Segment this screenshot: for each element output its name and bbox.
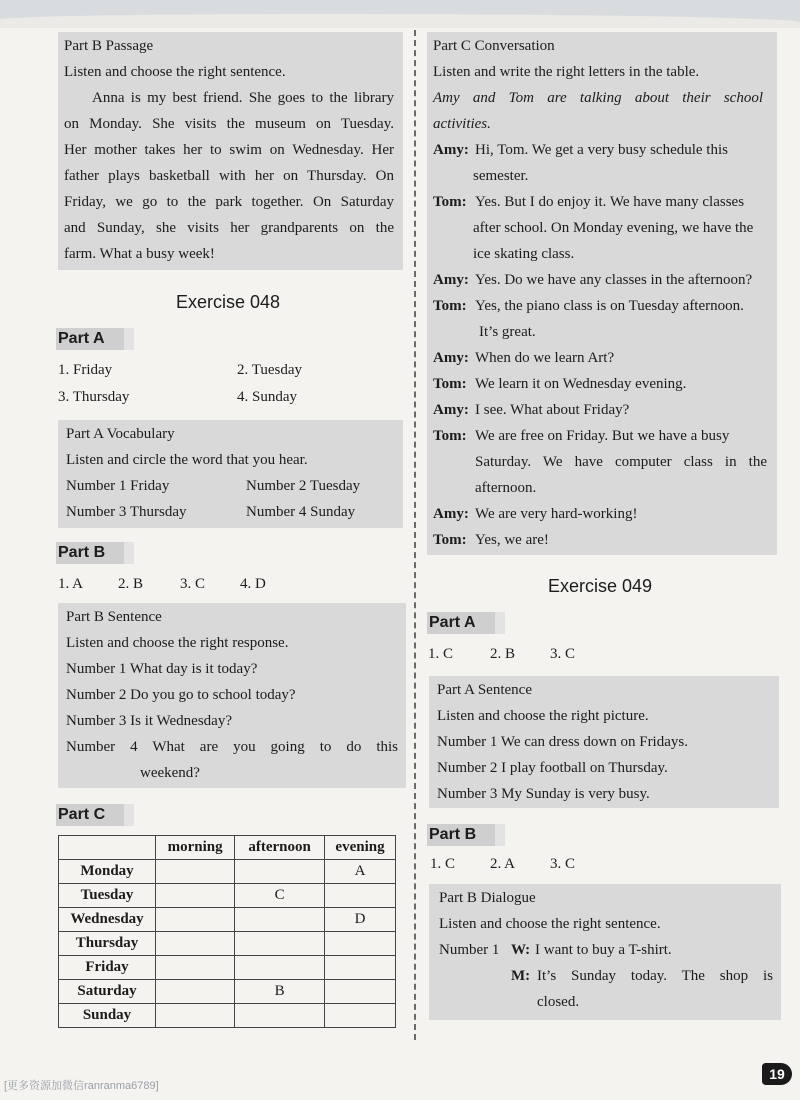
- passage-line: on Monday. She visits the museum on Tuesday.: [64, 116, 394, 132]
- speaker-label: M:: [511, 968, 531, 984]
- sentence-instruction: Listen and choose the right picture.: [437, 708, 649, 724]
- speaker-label: Amy:: [433, 402, 469, 418]
- conversation-line: When do we learn Art?: [475, 350, 615, 366]
- day-cell: Saturday: [59, 980, 156, 1004]
- table-cell: [156, 980, 235, 1004]
- passage-box: [58, 32, 403, 270]
- page-number: 19: [762, 1063, 792, 1085]
- table-row: [59, 932, 396, 956]
- table-cell: [156, 956, 235, 980]
- table-cell: [235, 1004, 325, 1028]
- vocabulary-item: Number 1 Friday: [66, 478, 170, 494]
- table-cell: [156, 1004, 235, 1028]
- speaker-label: Amy:: [433, 272, 469, 288]
- sentence-item: Number 1 We can dress down on Fridays.: [437, 734, 688, 750]
- passage-heading: Part B Passage: [64, 38, 154, 54]
- header-cell: evening: [325, 836, 396, 860]
- conversation-line: ice skating class.: [473, 246, 575, 262]
- dialogue-line: I want to buy a T-shirt.: [535, 942, 672, 958]
- exercise-049-title: Exercise 049: [548, 576, 653, 596]
- header-cell: afternoon: [235, 836, 325, 860]
- answer-item: 4. D: [240, 576, 266, 592]
- vocabulary-instruction: Listen and circle the word that you hear.: [66, 452, 308, 468]
- answer-item: 1. C: [428, 646, 454, 662]
- sentence-item: Number 3 Is it Wednesday?: [66, 713, 232, 729]
- part-b-label: Part B: [56, 542, 124, 564]
- table-row: [59, 980, 396, 1004]
- table-cell: [325, 884, 396, 908]
- answer-item: 2. Tuesday: [237, 362, 303, 378]
- answer-item: 3. C: [550, 646, 576, 662]
- dialogue-heading: Part B Dialogue: [439, 890, 536, 906]
- table-row: [59, 860, 396, 884]
- table-cell: [156, 860, 235, 884]
- answer-item: 4. Sunday: [237, 389, 297, 405]
- answer-item: 2. A: [490, 856, 516, 872]
- sentence-heading: Part B Sentence: [66, 609, 162, 625]
- part-c-label: Part C: [56, 804, 124, 826]
- column-divider: [414, 30, 416, 1040]
- day-cell: Monday: [59, 860, 156, 884]
- answer-item: 2. B: [490, 646, 516, 662]
- table-cell: [325, 1004, 396, 1028]
- table-header-row: [59, 836, 396, 860]
- conversation-line: Yes. Do we have any classes in the afternoon?: [475, 272, 753, 288]
- table-cell: [156, 884, 235, 908]
- speaker-label: Amy:: [433, 506, 469, 522]
- sentence-item: Number 1 What day is it today?: [66, 661, 258, 677]
- sentence-item: Number 2 I play football on Thursday.: [437, 760, 668, 776]
- passage-instruction: Listen and choose the right sentence.: [64, 64, 286, 80]
- part-b-label: Part B: [427, 824, 495, 846]
- exercise-048-title: Exercise 048: [176, 292, 281, 312]
- vocabulary-heading: Part A Vocabulary: [66, 426, 175, 442]
- speaker-label: Tom:: [433, 376, 467, 392]
- answer-item: 2. B: [118, 576, 144, 592]
- conversation-line: I see. What about Friday?: [475, 402, 630, 418]
- part-a-label: Part A: [56, 328, 124, 350]
- conversation-line: We learn it on Wednesday evening.: [475, 376, 687, 392]
- answer-item: 3. C: [180, 576, 206, 592]
- answer-item: 3. C: [550, 856, 576, 872]
- conversation-line: semester.: [473, 168, 529, 184]
- answer-item: 1. Friday: [58, 362, 113, 378]
- passage-line: Friday, we go to the park together. On Saturday: [64, 194, 394, 210]
- part-a-label: Part A: [427, 612, 495, 634]
- table-cell: [325, 932, 396, 956]
- conversation-line: It’s great.: [479, 324, 536, 340]
- table-cell: [235, 860, 325, 884]
- header-cell: morning: [156, 836, 235, 860]
- passage-line: father plays basketball with her on Thursday. On: [64, 168, 394, 184]
- speaker-label: W:: [511, 942, 531, 958]
- sentence-picture-box: [429, 676, 779, 808]
- day-cell: Tuesday: [59, 884, 156, 908]
- vocabulary-item: Number 4 Sunday: [246, 504, 356, 520]
- sentence-heading: Part A Sentence: [437, 682, 532, 698]
- conversation-intro: activities.: [433, 116, 491, 132]
- table-row: [59, 1004, 396, 1028]
- vocabulary-item: Number 3 Thursday: [66, 504, 187, 520]
- watermark-text: [更多资源加微信ranranma6789]: [4, 1080, 159, 1092]
- table-cell: [235, 908, 325, 932]
- dialogue-box: [429, 884, 781, 1020]
- answer-item: 1. A: [58, 576, 84, 592]
- table-row: [59, 956, 396, 980]
- answer-item: 3. Thursday: [58, 389, 130, 405]
- table-cell: A: [325, 860, 396, 884]
- sentence-item: Number 4 What are you going to do this: [66, 739, 398, 755]
- conversation-line: Saturday. We have computer class in the: [475, 454, 767, 470]
- speaker-label: Amy:: [433, 350, 469, 366]
- passage-line: Her mother takes her to swim on Wednesday. Her: [64, 142, 394, 158]
- sentence-box: [58, 603, 406, 788]
- passage-line: and Sunday, she visits her grandparents on the: [64, 220, 394, 236]
- passage-line: Anna is my best friend. She goes to the library: [92, 90, 394, 106]
- conversation-instruction: Listen and write the right letters in the table.: [433, 64, 700, 80]
- table-row: [59, 908, 396, 932]
- day-cell: Friday: [59, 956, 156, 980]
- header-cell: [59, 836, 156, 860]
- day-cell: Wednesday: [59, 908, 156, 932]
- day-cell: Thursday: [59, 932, 156, 956]
- speaker-label: Tom:: [433, 428, 467, 444]
- table-cell: B: [235, 980, 325, 1004]
- sentence-item: Number 2 Do you go to school today?: [66, 687, 296, 703]
- sentence-item: weekend?: [140, 765, 200, 781]
- conversation-line: after school. On Monday evening, we have the: [473, 220, 754, 236]
- day-cell: Sunday: [59, 1004, 156, 1028]
- conversation-heading: Part C Conversation: [433, 38, 555, 54]
- passage-line: farm. What a busy week!: [64, 246, 215, 262]
- dialogue-line: It’s Sunday today. The shop is: [537, 968, 773, 984]
- sentence-item: Number 3 My Sunday is very busy.: [437, 786, 650, 802]
- answer-item: 1. C: [430, 856, 456, 872]
- conversation-line: afternoon.: [475, 480, 537, 496]
- schedule-table: [58, 835, 396, 1028]
- conversation-line: Hi, Tom. We get a very busy schedule this: [475, 142, 728, 158]
- conversation-line: We are free on Friday. But we have a busy: [475, 428, 730, 444]
- dialogue-instruction: Listen and choose the right sentence.: [439, 916, 661, 932]
- conversation-line: Yes. But I do enjoy it. We have many classes: [475, 194, 745, 210]
- table-cell: [235, 932, 325, 956]
- speaker-label: Amy:: [433, 142, 469, 158]
- vocabulary-item: Number 2 Tuesday: [246, 478, 361, 494]
- speaker-label: Tom:: [433, 194, 467, 210]
- conversation-line: We are very hard-working!: [475, 506, 638, 522]
- conversation-line: Yes, we are!: [475, 532, 549, 548]
- speaker-label: Tom:: [433, 532, 467, 548]
- table-cell: [156, 932, 235, 956]
- table-cell: C: [235, 884, 325, 908]
- speaker-label: Tom:: [433, 298, 467, 314]
- table-cell: [235, 956, 325, 980]
- table-cell: [325, 956, 396, 980]
- table-row: [59, 884, 396, 908]
- table-cell: D: [325, 908, 396, 932]
- vocabulary-box: [58, 420, 403, 528]
- conversation-intro: Amy and Tom are talking about their school: [433, 90, 763, 106]
- conversation-box: [427, 32, 777, 555]
- table-cell: [156, 908, 235, 932]
- dialogue-number: Number 1: [439, 942, 500, 958]
- dialogue-line: closed.: [537, 994, 580, 1010]
- conversation-line: Yes, the piano class is on Tuesday afternoon.: [475, 298, 744, 314]
- table-cell: [325, 980, 396, 1004]
- sentence-instruction: Listen and choose the right response.: [66, 635, 289, 651]
- page-top-edge-curl: [0, 14, 800, 28]
